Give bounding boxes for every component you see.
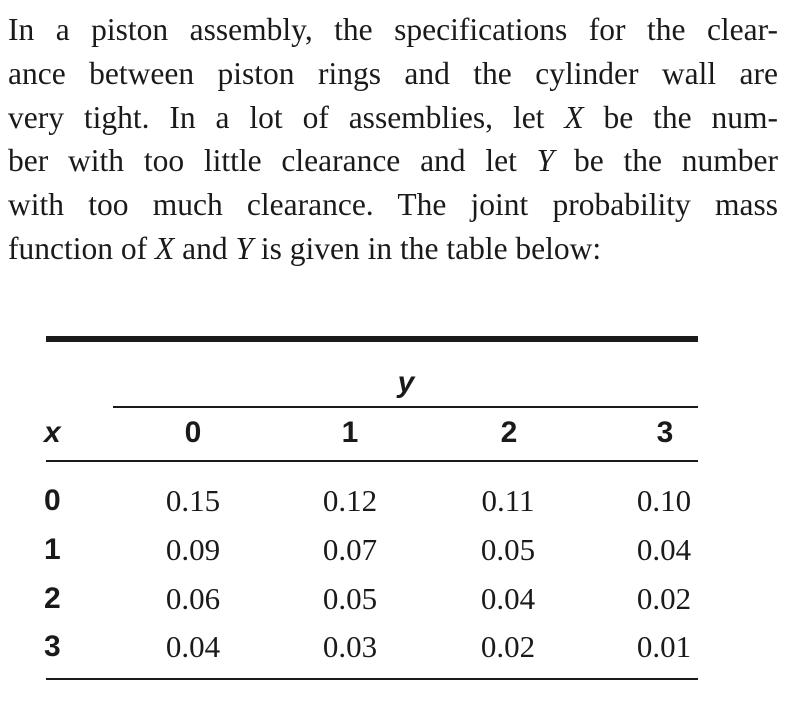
paragraph-line-2: ance between piston rings and the cylinder wall are (8, 55, 778, 91)
table-cell: 0.07 (322, 532, 378, 567)
table-cell: 0.10 (636, 483, 692, 518)
table-cell: 0.05 (322, 581, 378, 616)
column-header-y0: 0 (184, 416, 202, 449)
table-cell: 0.04 (636, 532, 692, 567)
line-4-end: be the number (573, 143, 778, 179)
table-cell: 0.09 (165, 532, 221, 567)
line-4-start: ber with too little clearance and let (8, 143, 517, 179)
table-cell: 0.03 (322, 629, 378, 664)
table-cell: 0.01 (636, 629, 692, 664)
y-spanner-rule (113, 406, 698, 408)
table-cell: 0.04 (480, 581, 536, 616)
table-cell: 0.12 (322, 483, 378, 518)
table-cell: 0.11 (481, 483, 535, 518)
column-header-y1: 1 (341, 416, 359, 449)
table-cell: 0.04 (165, 629, 221, 664)
row-header-x0: 0 (44, 484, 61, 517)
variable-y: Y (235, 230, 253, 266)
table-cell: 0.02 (636, 581, 692, 616)
row-header-x1: 1 (44, 533, 61, 566)
row-header-x3: 3 (44, 630, 61, 663)
line-3-start: very tight. In a lot of assemblies, let (8, 99, 545, 135)
table-cell: 0.06 (165, 581, 221, 616)
y-variable-label: y (397, 366, 415, 399)
column-header-y3: 3 (656, 416, 674, 449)
x-variable-label: x (44, 416, 61, 449)
row-header-x2: 2 (44, 582, 61, 615)
paragraph-line-1: In a piston assembly, the specifications for the clear- (8, 12, 778, 47)
table-cell: 0.02 (480, 629, 536, 664)
variable-x: X (564, 99, 584, 135)
variable-x: X (154, 230, 175, 266)
line-6-end: is given in the table below: (260, 230, 602, 266)
column-header-y2: 2 (500, 416, 518, 449)
table-cell: 0.15 (165, 483, 221, 518)
line-6-start: function of (8, 230, 148, 266)
line-6-and: and (182, 230, 228, 266)
line-3-end: be the num- (603, 99, 779, 135)
table-bottom-rule (46, 678, 698, 680)
table-cell: 0.05 (480, 532, 536, 567)
variable-y: Y (536, 143, 555, 179)
table-header-rule (46, 460, 698, 462)
table-top-rule (46, 336, 698, 342)
paragraph-line-5: with too much clearance. The joint probability mass (8, 187, 778, 223)
